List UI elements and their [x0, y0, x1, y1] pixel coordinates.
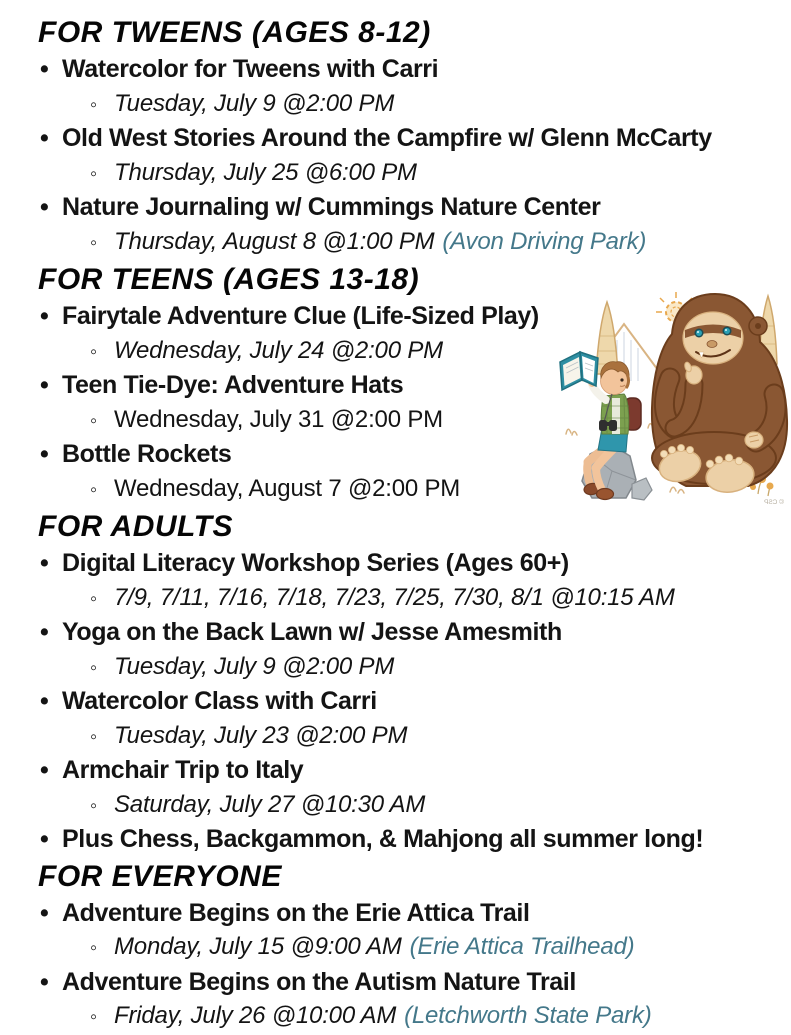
bullet-dot-icon: •: [40, 756, 49, 784]
program-item: [0, 53, 791, 87]
open-circle-icon: ◦: [90, 725, 97, 748]
open-circle-icon: ◦: [90, 340, 97, 363]
open-circle-icon: ◦: [90, 587, 97, 610]
program-title: Adventure Begins on the Erie Attica Trail: [62, 898, 530, 927]
program-title: Digital Literacy Workshop Series (Ages 60+): [62, 549, 569, 577]
program-item: [0, 191, 791, 225]
bullet-dot-icon: •: [40, 55, 49, 83]
open-circle-icon: ◦: [90, 656, 97, 679]
session-when: Monday, July 15 @9:00 AM: [114, 933, 402, 960]
session-row: [0, 87, 791, 123]
session-when: 7/9, 7/11, 7/16, 7/18, 7/23, 7/25, 7/30, 8/1 @10:15 AM: [114, 583, 675, 611]
section-heading-teens: FOR TEENS (AGES 13-18): [38, 263, 420, 296]
program-title: Armchair Trip to Italy: [62, 756, 304, 784]
program-title: Watercolor Class with Carri: [62, 687, 377, 715]
program-title: Adventure Begins on the Autism Nature Trail: [62, 967, 576, 996]
program-item: [0, 754, 791, 788]
bullet-dot-icon: •: [40, 549, 49, 577]
open-circle-icon: ◦: [90, 409, 97, 432]
session-when: Thursday, July 25 @6:00 PM: [114, 158, 417, 186]
session-row: [0, 156, 791, 192]
session-when: Thursday, August 8 @1:00 PM: [114, 227, 435, 255]
program-item: [0, 897, 791, 931]
session-when: Saturday, July 27 @10:30 AM: [114, 790, 426, 818]
program-title: Watercolor for Tweens with Carri: [62, 55, 439, 83]
bullet-dot-icon: •: [40, 371, 49, 399]
open-circle-icon: ◦: [90, 937, 97, 959]
bullet-dot-icon: •: [40, 302, 49, 330]
session-when: Wednesday, August 7 @2:00 PM: [114, 474, 461, 502]
bullet-dot-icon: •: [40, 618, 49, 646]
section-heading-adults: FOR ADULTS: [38, 510, 233, 543]
program-item: [0, 685, 791, 719]
section-heading-everyone: FOR EVERYONE: [38, 859, 282, 893]
open-circle-icon: ◦: [90, 1006, 97, 1028]
session-row: [0, 788, 791, 824]
session-location: (Erie Attica Trailhead): [409, 933, 635, 960]
program-title: Plus Chess, Backgammon, & Mahjong all summer long!: [62, 825, 704, 853]
bullet-dot-icon: •: [40, 193, 49, 221]
session-when: Wednesday, July 24 @2:00 PM: [114, 336, 443, 364]
program-item: [0, 966, 791, 1000]
session-when: Friday, July 26 @10:00 AM: [114, 1002, 397, 1029]
program-item: [0, 122, 791, 156]
program-item: [0, 616, 791, 650]
bullet-dot-icon: •: [40, 898, 49, 927]
open-circle-icon: ◦: [90, 93, 97, 116]
open-circle-icon: ◦: [90, 794, 97, 817]
bullet-dot-icon: •: [40, 967, 49, 996]
open-circle-icon: ◦: [90, 162, 97, 185]
open-circle-icon: ◦: [90, 478, 97, 501]
program-item: [0, 547, 791, 581]
session-when: Tuesday, July 9 @2:00 PM: [114, 89, 395, 117]
program-title: Fairytale Adventure Clue (Life-Sized Play): [62, 302, 539, 330]
bullet-dot-icon: •: [40, 440, 49, 468]
illustration-boy-reading-to-bigfoot: [552, 286, 791, 512]
session-row: [0, 650, 791, 686]
program-title: Old West Stories Around the Campfire w/ Glenn McCarty: [62, 124, 712, 152]
bullet-dot-icon: •: [40, 687, 49, 715]
session-when: Wednesday, July 31 @2:00 PM: [114, 405, 443, 433]
session-row: [0, 930, 791, 966]
program-title: Yoga on the Back Lawn w/ Jesse Amesmith: [62, 618, 562, 646]
section-heading-tweens: FOR TWEENS (AGES 8-12): [38, 16, 431, 49]
session-when: Tuesday, July 23 @2:00 PM: [114, 721, 408, 749]
bullet-dot-icon: •: [40, 124, 49, 152]
program-title: Nature Journaling w/ Cummings Nature Center: [62, 193, 601, 221]
program-title: Teen Tie-Dye: Adventure Hats: [62, 371, 404, 399]
session-row: [0, 581, 791, 617]
session-location: (Letchworth State Park): [404, 1002, 652, 1029]
program-item: [0, 823, 791, 857]
program-title: Bottle Rockets: [62, 440, 232, 468]
bigfoot-figure: [652, 294, 787, 495]
session-when: Tuesday, July 9 @2:00 PM: [114, 652, 395, 680]
session-row: [0, 719, 791, 755]
session-location: (Avon Driving Park): [442, 227, 647, 255]
session-row: [0, 225, 791, 261]
open-circle-icon: ◦: [90, 231, 97, 254]
session-row: [0, 999, 791, 1035]
credit-text: © CSP: [764, 499, 784, 506]
bullet-dot-icon: •: [40, 825, 49, 853]
